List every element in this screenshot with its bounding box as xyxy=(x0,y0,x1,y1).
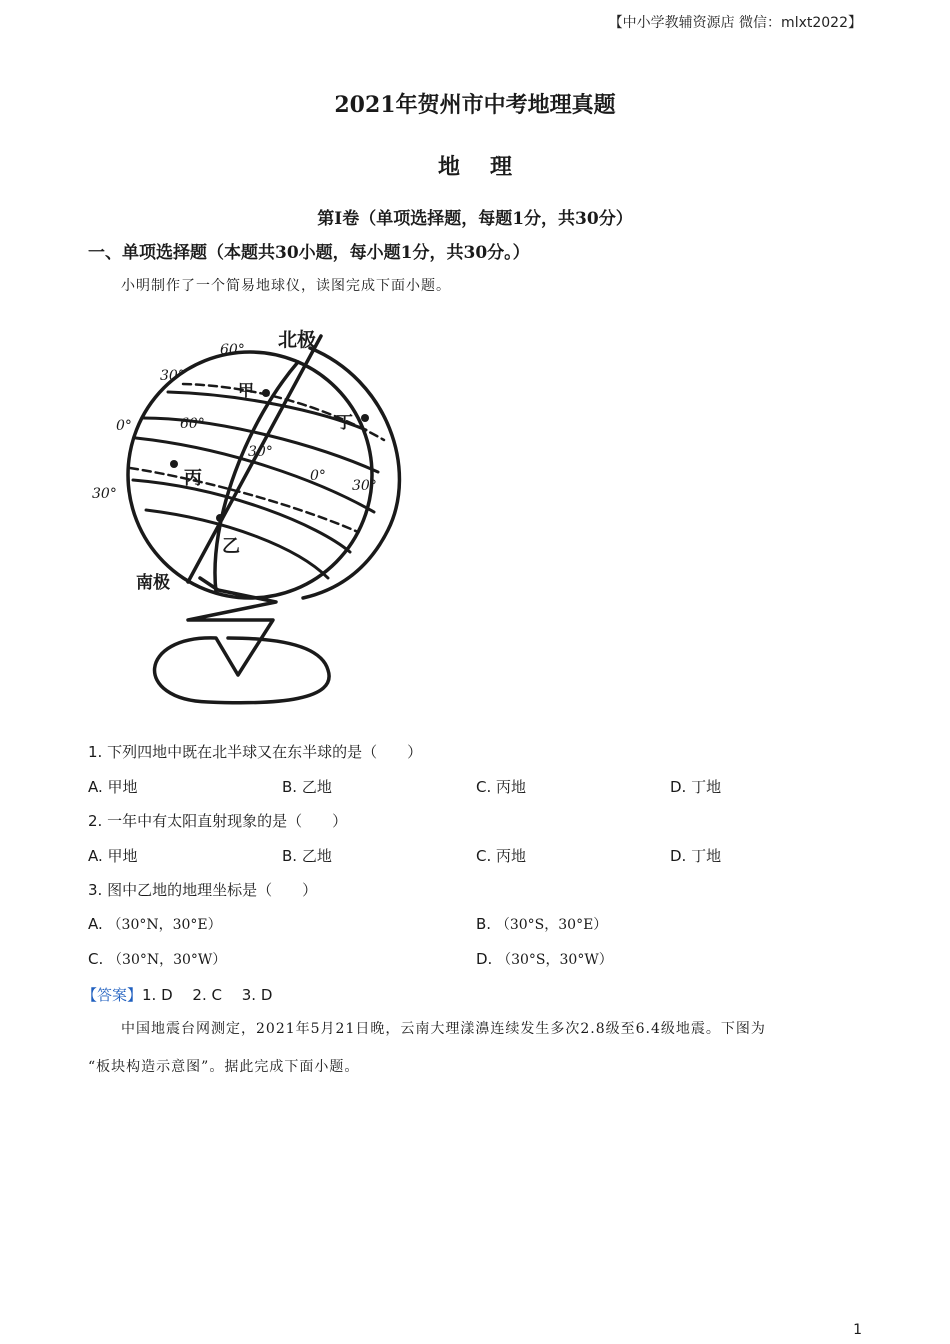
section-heading: 一、单项选择题（本题共30小题，每小题1分，共30分。） xyxy=(88,243,530,263)
globe-diagram xyxy=(88,320,418,715)
q3-option-b: B. （30°S，30°E） xyxy=(476,915,608,933)
label-south-pole: 南极 xyxy=(136,573,170,593)
label-lat30-bottom: 30° xyxy=(92,486,117,502)
question-2 xyxy=(88,810,347,831)
intro-text: 小明制作了一个简易地球仪，读图完成下面小题。 xyxy=(121,278,451,294)
answer-tag: 【答案】 xyxy=(82,986,143,1004)
q3-option-a: A. （30°N，30°E） xyxy=(88,915,222,933)
q1-option-d: D. 丁地 xyxy=(670,778,722,796)
label-right30: 30° xyxy=(352,478,377,494)
point-yi xyxy=(216,514,224,522)
label-bing: 丙 xyxy=(184,468,202,489)
lat-line-30s xyxy=(133,480,350,552)
question-number: 3. xyxy=(88,881,103,899)
label-lat0: 0° xyxy=(116,418,132,434)
subject-title: 地理 xyxy=(437,154,542,180)
globe-figure xyxy=(88,320,418,715)
q1-option-a: A. 甲地 xyxy=(88,778,138,796)
paragraph-line-2: “板块构造示意图”。据此完成下面小题。 xyxy=(88,1059,360,1075)
question-number: 1. xyxy=(88,743,103,761)
q3-option-d: D. （30°S，30°W） xyxy=(476,950,613,968)
header-note: 【中小学教辅资源店 微信：mlxt2022】 xyxy=(608,15,862,31)
label-jia: 甲 xyxy=(238,381,255,400)
q1-option-c: C. 丙地 xyxy=(476,778,527,796)
point-bing xyxy=(170,460,178,468)
label-lon60: 60° xyxy=(180,416,205,432)
question-text: 一年中有太阳直射现象的是（ ） xyxy=(107,812,348,830)
q2-option-a: A. 甲地 xyxy=(88,847,138,865)
question-1 xyxy=(88,741,422,762)
label-yi: 乙 xyxy=(222,536,240,557)
q2-option-c: C. 丙地 xyxy=(476,847,527,865)
answer-line xyxy=(82,984,272,1005)
label-ding: 丁 xyxy=(336,413,353,433)
page-number: 1 xyxy=(853,1322,862,1338)
q2-option-b: B. 乙地 xyxy=(282,847,332,865)
label-lon30: 30° xyxy=(248,444,273,460)
q3-option-c: C. （30°N，30°W） xyxy=(88,950,227,968)
question-3 xyxy=(88,879,317,900)
label-north-pole: 北极 xyxy=(278,329,317,351)
answer-text: 1. D 2. C 3. D xyxy=(142,986,273,1004)
q1-option-b: B. 乙地 xyxy=(282,778,332,796)
question-number: 2. xyxy=(88,812,103,830)
page-title: 2021年贺州市中考地理真题 xyxy=(334,92,616,118)
label-eq0: 0° xyxy=(310,468,326,484)
question-text: 图中乙地的地理坐标是（ ） xyxy=(107,881,318,899)
point-ding xyxy=(361,414,369,422)
label-lat60: 60° xyxy=(220,342,245,358)
volume-heading: 第Ⅰ卷（单项选择题，每题1分，共30分） xyxy=(317,209,633,229)
paragraph-line-1: 中国地震台网测定，2021年5月21日晚，云南大理漾濞连续发生多次2.8级至6.4级地震。下图为 xyxy=(121,1021,766,1037)
question-text: 下列四地中既在北半球又在东半球的是（ ） xyxy=(107,743,423,761)
point-jia xyxy=(262,389,270,397)
label-lat30-top: 30° xyxy=(160,368,185,384)
q2-option-d: D. 丁地 xyxy=(670,847,722,865)
